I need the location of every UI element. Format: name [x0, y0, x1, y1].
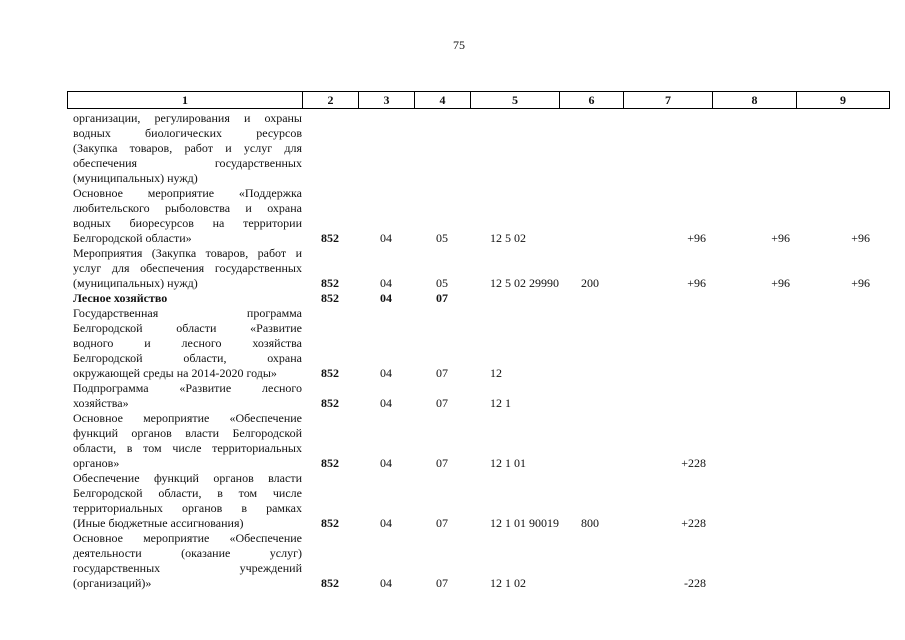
table-row [67, 186, 890, 246]
amount-col-7: -228 [684, 576, 706, 590]
table-row [67, 531, 890, 591]
target-article: 12 1 01 90019 [490, 516, 559, 530]
code-section: 05 [436, 276, 448, 290]
description-line: функций органов власти Белгородской [73, 426, 302, 440]
description-line: территориальных органов в рамках [73, 501, 302, 515]
amount-col-9 [796, 381, 876, 411]
code-section [414, 111, 470, 186]
header-col-5: 5 [471, 92, 560, 108]
description-line: Государственная программа [73, 306, 302, 320]
amount-col-7 [623, 291, 712, 306]
description-line: (Закупка товаров, работ и услуг для [73, 141, 302, 155]
amount-col-8 [712, 471, 796, 531]
code-pr: 04 [380, 516, 392, 530]
description-line: (муниципальных) нужд) [73, 171, 198, 185]
header-col-8: 8 [713, 92, 797, 108]
expense-type [559, 291, 623, 306]
description-line: Основное мероприятие «Обеспечение [73, 411, 302, 425]
expense-type [559, 186, 623, 246]
description-line: услуг для обеспечения государственных [73, 261, 302, 275]
code-rz: 852 [321, 576, 339, 590]
row-description [67, 111, 302, 186]
expense-type: 800 [581, 516, 599, 530]
row-description [67, 186, 302, 246]
amount-col-9 [796, 291, 876, 306]
row-description [67, 381, 302, 411]
header-col-3: 3 [359, 92, 415, 108]
description-line: Основное мероприятие «Поддержка [73, 186, 302, 200]
row-description [67, 531, 302, 591]
target-article: 12 1 01 [490, 456, 526, 470]
description-line: Подпрограмма «Развитие лесного [73, 381, 302, 395]
table-header [67, 91, 890, 109]
code-pr: 04 [380, 231, 392, 245]
code-pr: 04 [380, 366, 392, 380]
code-rz: 852 [321, 366, 339, 380]
row-description [67, 246, 302, 291]
amount-col-7 [623, 111, 712, 186]
amount-col-8: +96 [771, 231, 790, 245]
amount-col-9 [796, 111, 876, 186]
code-section: 07 [436, 576, 448, 590]
amount-col-7: +96 [687, 276, 706, 290]
table-row [67, 411, 890, 471]
description-line: обеспечения государственных [73, 156, 302, 170]
header-col-2: 2 [303, 92, 359, 108]
code-rz: 852 [321, 231, 339, 245]
description-line: Лесное хозяйство [73, 291, 168, 305]
amount-col-7: +228 [681, 516, 706, 530]
header-col-9: 9 [840, 93, 846, 107]
amount-col-8 [712, 531, 796, 591]
code-rz: 852 [321, 516, 339, 530]
expense-type [559, 531, 623, 591]
code-section: 07 [436, 291, 448, 305]
header-col-7: 7 [624, 92, 713, 108]
amount-col-8: +96 [771, 276, 790, 290]
target-article [470, 111, 559, 186]
description-line: Белгородской области» [73, 231, 192, 245]
code-section: 07 [436, 366, 448, 380]
description-line: (Иные бюджетные ассигнования) [73, 516, 244, 530]
code-section: 07 [436, 396, 448, 410]
code-section: 05 [436, 231, 448, 245]
description-line: любительского рыболовства и охрана [73, 201, 302, 215]
code-rz: 852 [321, 276, 339, 290]
amount-col-9 [796, 531, 876, 591]
table-body [67, 111, 890, 591]
code-pr: 04 [380, 396, 392, 410]
expense-type [559, 381, 623, 411]
row-description [67, 411, 302, 471]
header-col-6: 6 [560, 92, 624, 108]
amount-col-8 [712, 291, 796, 306]
description-line: водного и лесного хозяйства [73, 336, 302, 350]
expense-type [559, 306, 623, 381]
amount-col-8 [712, 381, 796, 411]
amount-col-9 [796, 411, 876, 471]
row-description [67, 306, 302, 381]
target-article: 12 1 [490, 396, 511, 410]
description-line: Белгородской области, охрана [73, 351, 302, 365]
code-pr: 04 [380, 456, 392, 470]
amount-col-8 [712, 306, 796, 381]
description-line: Обеспечение функций органов власти [73, 471, 302, 485]
table-row [67, 381, 890, 411]
description-line: государственных учреждений [73, 561, 302, 575]
code-rz: 852 [321, 396, 339, 410]
code-section: 07 [436, 516, 448, 530]
table-row [67, 246, 890, 291]
description-line: окружающей среды на 2014-2020 годы» [73, 366, 277, 380]
description-line: Белгородской области, в том числе [73, 486, 302, 500]
code-pr: 04 [380, 276, 392, 290]
description-line: области, в том числе территориальных [73, 441, 302, 455]
amount-col-7: +228 [681, 456, 706, 470]
page-number: 75 [453, 38, 465, 52]
amount-col-9 [796, 306, 876, 381]
code-pr: 04 [380, 291, 392, 305]
code-section: 07 [436, 456, 448, 470]
code-pr [358, 111, 414, 186]
amount-col-8 [712, 111, 796, 186]
code-pr: 04 [380, 576, 392, 590]
amount-col-9 [796, 471, 876, 531]
amount-col-7: +96 [687, 231, 706, 245]
description-line: хозяйства» [73, 396, 129, 410]
table-row [67, 471, 890, 531]
description-line: организации, регулирования и охраны [73, 111, 302, 125]
description-line: (организаций)» [73, 576, 152, 590]
amount-col-9: +96 [851, 231, 870, 245]
target-article: 12 5 02 [490, 231, 526, 245]
code-rz: 852 [321, 291, 339, 305]
table-row [67, 111, 890, 186]
target-article: 12 [490, 366, 502, 380]
description-line: Белгородской области «Развитие [73, 321, 302, 335]
target-article [470, 291, 559, 306]
target-article: 12 5 02 29990 [490, 276, 559, 290]
description-line: органов» [73, 456, 120, 470]
amount-col-9: +96 [851, 276, 870, 290]
amount-col-7 [623, 381, 712, 411]
description-line: Мероприятия (Закупка товаров, работ и [73, 246, 302, 260]
description-line: водных биологических ресурсов [73, 126, 302, 140]
header-col-4: 4 [415, 92, 471, 108]
code-rz: 852 [321, 456, 339, 470]
row-description [67, 471, 302, 531]
description-line: (муниципальных) нужд) [73, 276, 198, 290]
table-row [67, 306, 890, 381]
description-line: Основное мероприятие «Обеспечение [73, 531, 302, 545]
header-col-1: 1 [68, 92, 303, 108]
description-line: водных биоресурсов на территории [73, 216, 302, 230]
expense-type: 200 [581, 276, 599, 290]
row-description [67, 291, 302, 306]
expense-type [559, 411, 623, 471]
description-line: деятельности (оказание услуг) [73, 546, 302, 560]
table-row [67, 291, 890, 306]
code-rz [302, 111, 358, 186]
expense-type [559, 111, 623, 186]
amount-col-7 [623, 306, 712, 381]
target-article: 12 1 02 [490, 576, 526, 590]
amount-col-8 [712, 411, 796, 471]
